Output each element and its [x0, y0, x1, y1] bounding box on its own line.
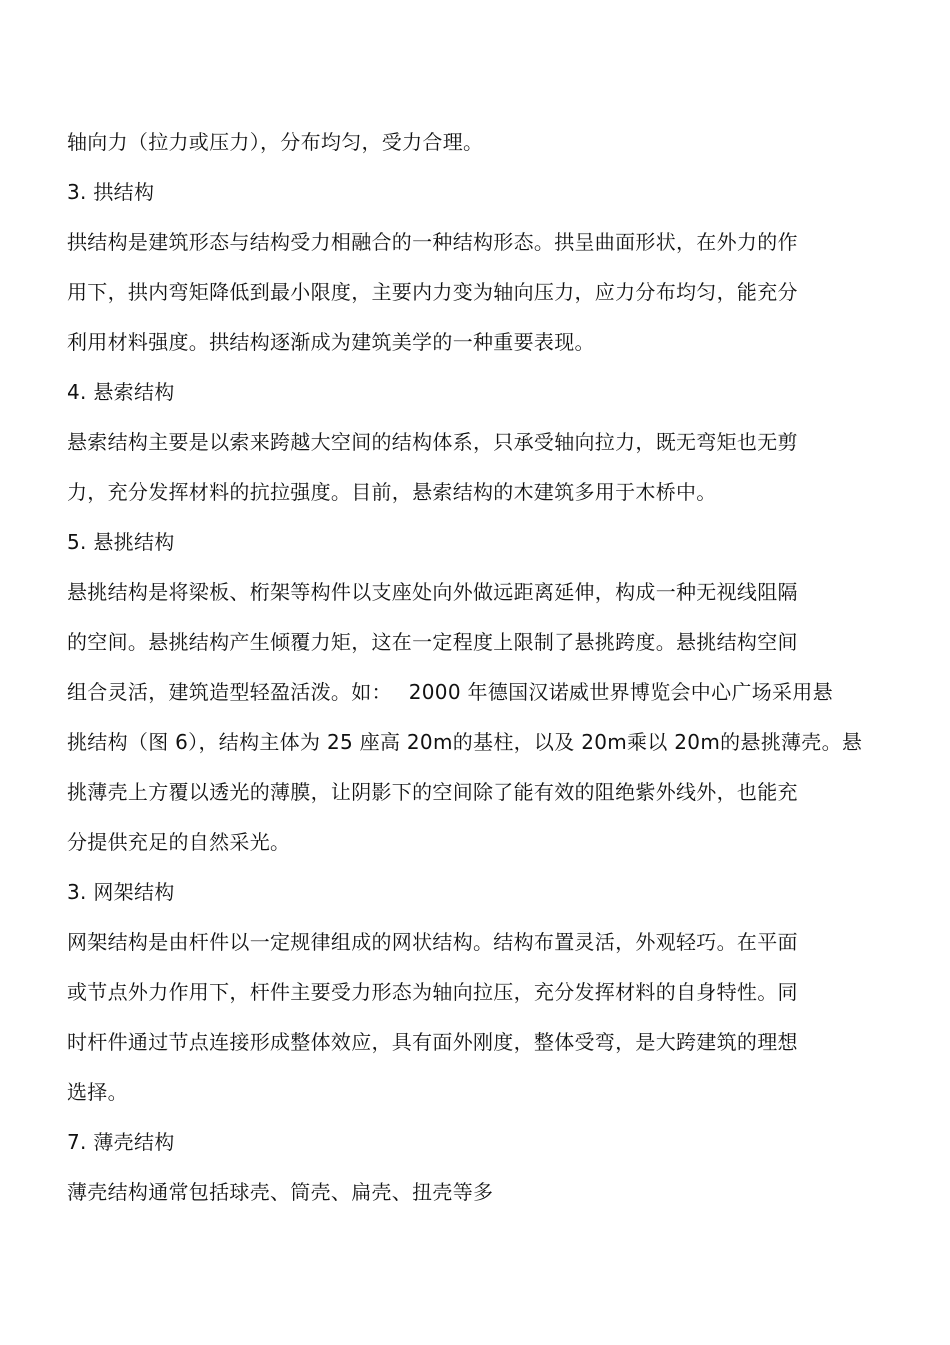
section-heading-space-frame: 3. 网架结构 — [67, 880, 175, 904]
text-line: 拱结构是建筑形态与结构受力相融合的一种结构形态。拱呈曲面形状，在外力的作 — [67, 230, 798, 254]
text-line: 组合灵活，建筑造型轻盈活泼。如： 2000 年德国汉诺威世界博览会中心广场采用悬 — [67, 680, 833, 704]
text-line: 利用材料强度。拱结构逐渐成为建筑美学的一种重要表现。 — [67, 330, 595, 354]
text-line: 悬索结构主要是以索来跨越大空间的结构体系，只承受轴向拉力，既无弯矩也无剪 — [67, 430, 798, 454]
text-line: 用下，拱内弯矩降低到最小限度，主要内力变为轴向压力，应力分布均匀，能充分 — [67, 280, 798, 304]
text-line: 网架结构是由杆件以一定规律组成的网状结构。结构布置灵活，外观轻巧。在平面 — [67, 930, 798, 954]
text-line: 分提供充足的自然采光。 — [67, 830, 291, 854]
text-line: 选择。 — [67, 1080, 128, 1104]
text-line: 悬挑结构是将梁板、桁架等构件以支座处向外做远距离延伸，构成一种无视线阻隔 — [67, 580, 798, 604]
text-line: 挑结构（图 6），结构主体为 25 座高 20m的基柱，以及 20m乘以 20m的悬挑薄壳。悬 — [67, 730, 863, 754]
text-line: 的空间。悬挑结构产生倾覆力矩，这在一定程度上限制了悬挑跨度。悬挑结构空间 — [67, 630, 798, 654]
text-line: 力，充分发挥材料的抗拉强度。目前，悬索结构的木建筑多用于木桥中。 — [67, 480, 717, 504]
text-line: 或节点外力作用下，杆件主要受力形态为轴向拉压，充分发挥材料的自身特性。同 — [67, 980, 798, 1004]
text-line: 轴向力（拉力或压力），分布均匀，受力合理。 — [67, 130, 484, 154]
section-heading-cantilever: 5. 悬挑结构 — [67, 530, 175, 554]
section-heading-suspension: 4. 悬索结构 — [67, 380, 175, 404]
text-line: 时杆件通过节点连接形成整体效应，具有面外刚度，整体受弯，是大跨建筑的理想 — [67, 1030, 798, 1054]
text-line: 挑薄壳上方覆以透光的薄膜，让阴影下的空间除了能有效的阻绝紫外线外，也能充 — [67, 780, 798, 804]
section-heading-thin-shell: 7. 薄壳结构 — [67, 1130, 175, 1154]
text-line: 薄壳结构通常包括球壳、筒壳、扁壳、扭壳等多 — [67, 1180, 494, 1204]
section-heading-arch: 3. 拱结构 — [67, 180, 155, 204]
